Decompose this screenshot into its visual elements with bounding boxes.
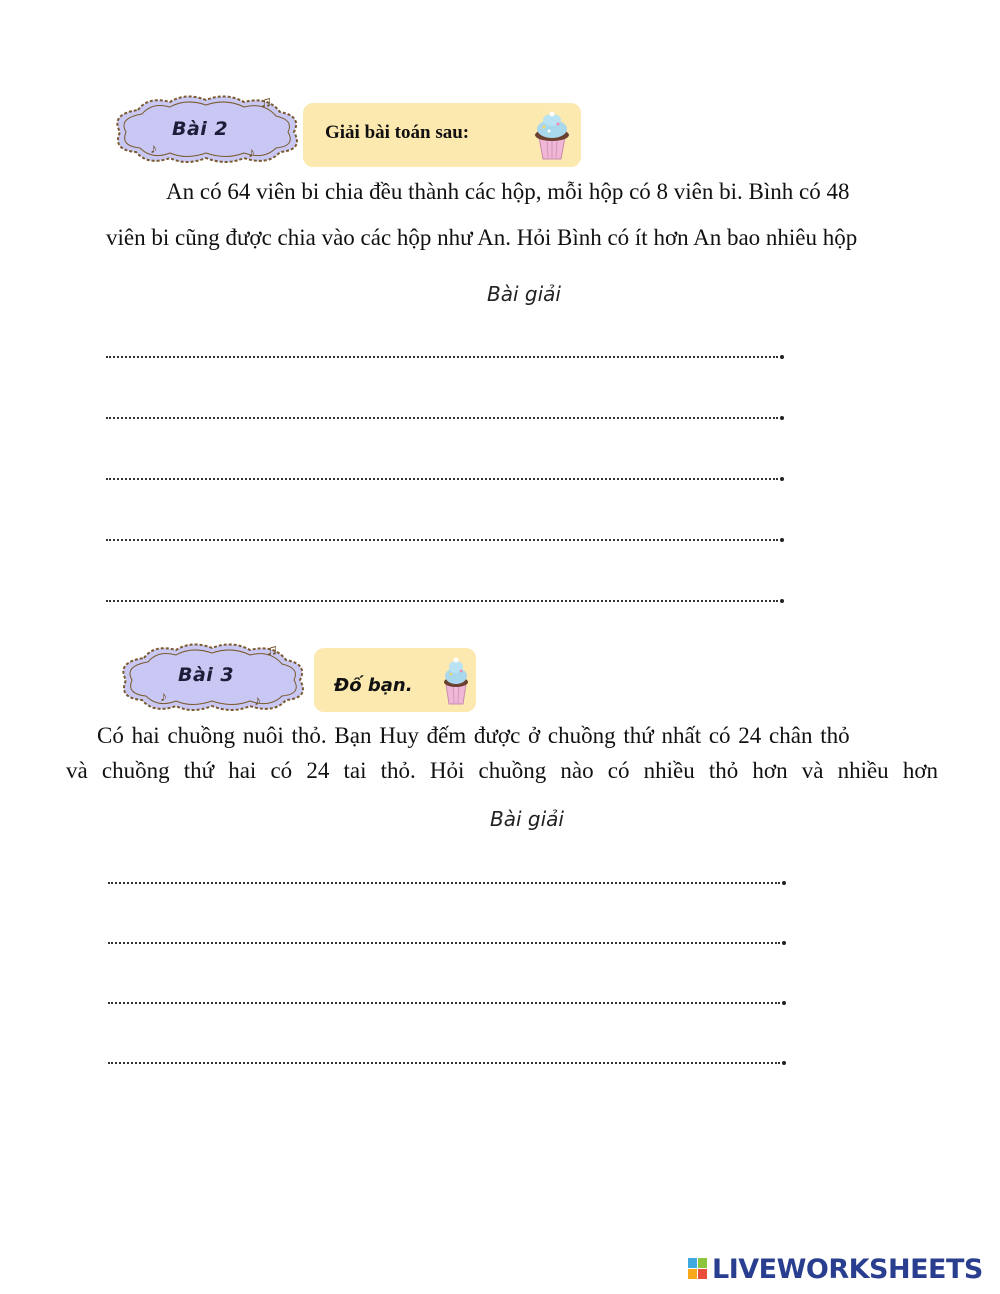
music-note-icon: ♪ (248, 146, 255, 161)
exercise-3-banner (314, 648, 476, 712)
music-note-icon: ♫ (266, 642, 278, 659)
answer-line[interactable] (106, 535, 778, 541)
answer-line[interactable] (106, 474, 778, 480)
exercise-2-banner (303, 103, 581, 167)
solution-heading: Bài giải (490, 807, 564, 831)
exercise-3-badge (114, 640, 310, 714)
logo-text: LIVEWORKSHEETS (712, 1254, 983, 1285)
banner-label: Giải bài toán sau: (325, 122, 470, 143)
answer-line[interactable] (108, 1058, 780, 1064)
answer-line[interactable] (106, 413, 778, 419)
liveworksheets-logo (688, 1254, 986, 1288)
answer-line[interactable] (106, 596, 778, 602)
exercise-3-line-1: Có hai chuồng nuôi thỏ. Bạn Huy đếm được ở chuồng thứ nhất có 24 chân thỏ (97, 723, 850, 748)
answer-line[interactable] (108, 938, 780, 944)
cupcake-icon (529, 109, 575, 161)
banner-label: Đố bạn. (334, 675, 413, 696)
solution-heading: Bài giải (487, 282, 561, 306)
answer-line[interactable] (106, 352, 778, 358)
logo-mark-icon (688, 1258, 708, 1280)
exercise-2-line-1: An có 64 viên bi chia đều thành các hộp, mỗi hộp có 8 viên bi. Bình có 48 (166, 179, 850, 204)
cupcake-icon (440, 654, 472, 706)
exercise-2-badge (108, 92, 304, 166)
music-note-icon: ♪ (150, 142, 157, 157)
badge-label: Bài 2 (172, 118, 229, 140)
exercise-3-line-2: và chuồng thứ hai có 24 tai thỏ. Hỏi chuồng nào có nhiều thỏ hơn và nhiều hơn (66, 758, 938, 783)
music-note-icon: ♪ (254, 694, 261, 709)
badge-label: Bài 3 (178, 664, 235, 686)
answer-line[interactable] (108, 998, 780, 1004)
music-note-icon: ♪ (160, 690, 167, 705)
exercise-2-line-2: viên bi cũng được chia vào các hộp như An. Hỏi Bình có ít hơn An bao nhiêu hộp (106, 225, 858, 250)
answer-line[interactable] (108, 878, 780, 884)
music-note-icon: ♫ (260, 94, 272, 111)
